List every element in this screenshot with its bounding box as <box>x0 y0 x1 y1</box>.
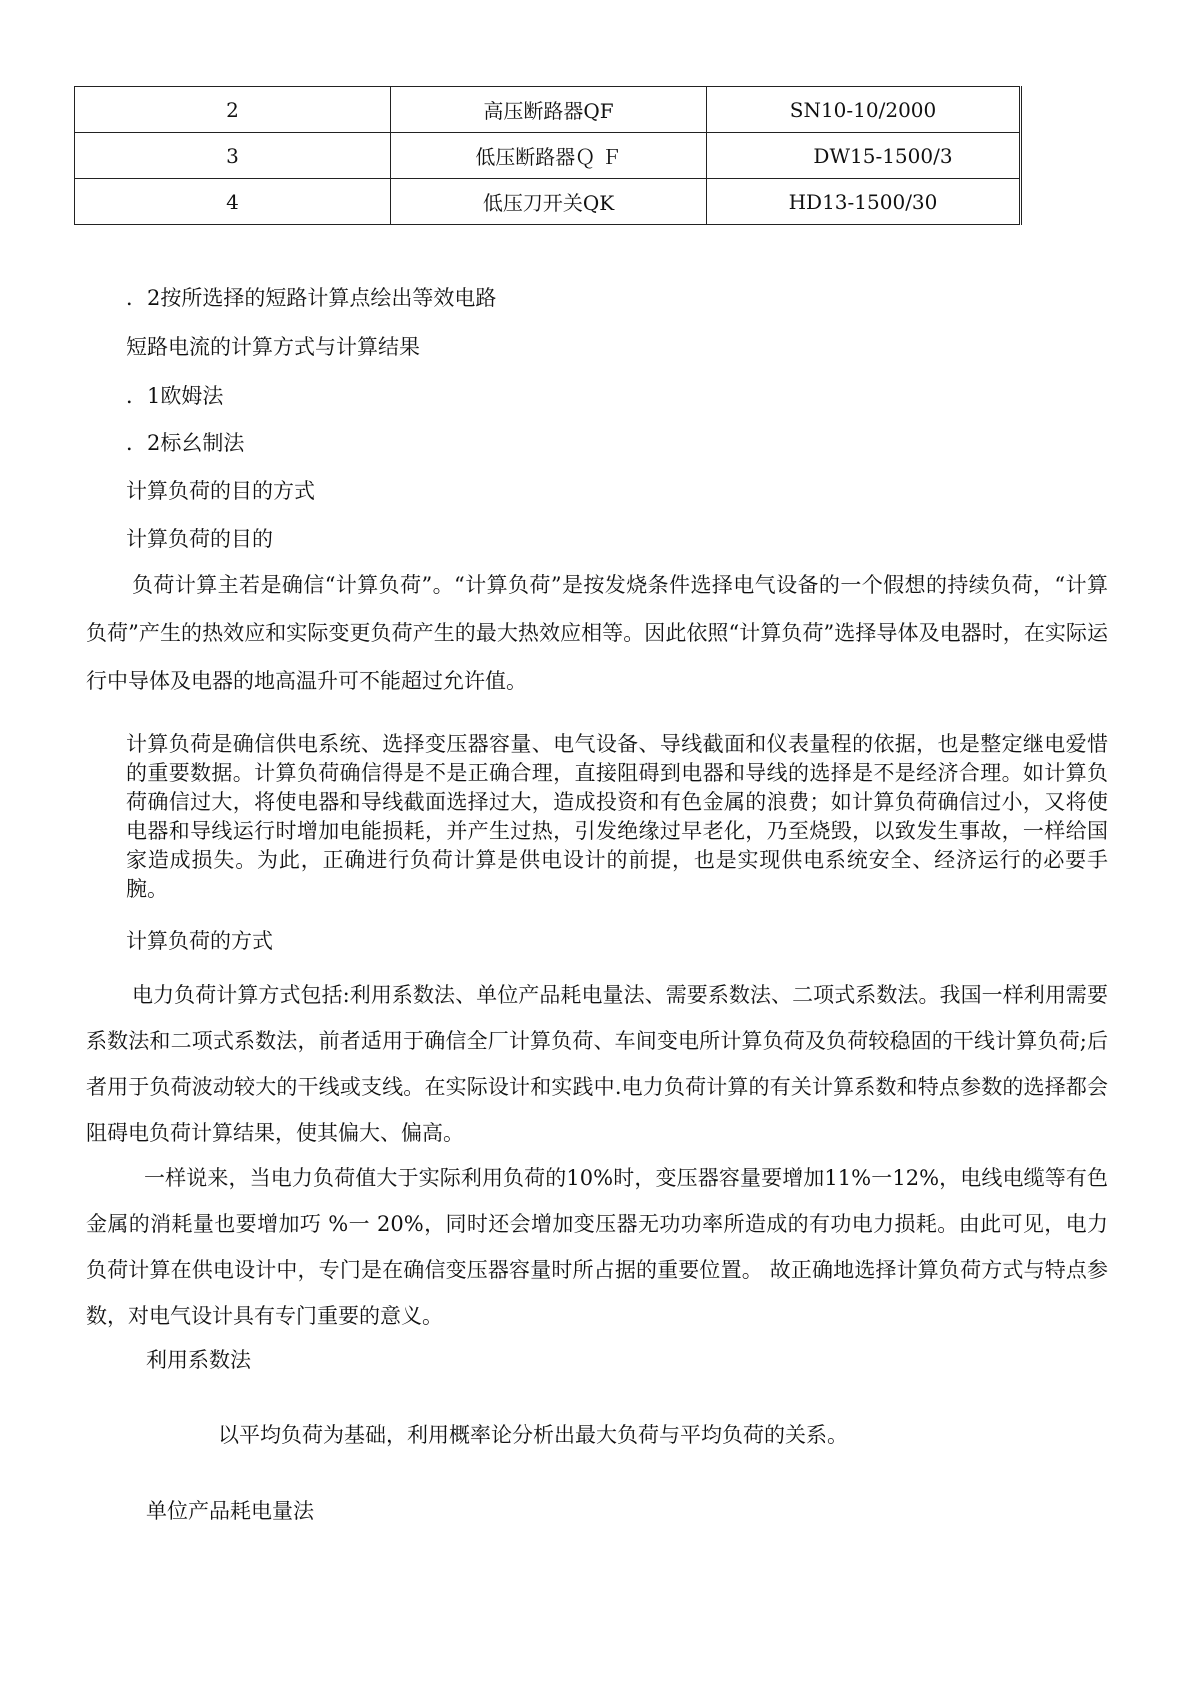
heading-utilization-method: 利用系数法 <box>146 1348 251 1372</box>
heading-equivalent-circuit: ．2按所选择的短路计算点绘出等效电路 <box>126 286 497 310</box>
equipment-model: HD13-1500/30 <box>707 179 1021 225</box>
row-number: 3 <box>75 133 391 179</box>
paragraph-general: 一样说来，当电力负荷值大于实际利用负荷的10%时，变压器容量要增加11%一12%，电线电缆等有色金属的消耗量也要增加巧 %一 20%，同时还会增加变压器无功功率所造成的有功电力损耗。由此可见，电力负荷计算在供电设计中，专门是在确信变压器容量时所占据的重要位置。 故正确地选择计算负荷方式与特点参数，对电气设计具有专门重要的意义。 <box>86 1166 1108 1328</box>
heading-per-unit-method: ．2标幺制法 <box>126 431 245 455</box>
paragraph-methods: 电力负荷计算方式包括:利用系数法、单位产品耗电量法、需要系数法、二项式系数法。我国一样利用需要系数法和二项式系数法，前者适用于确信全厂计算负荷、车间变电所计算负荷及负荷较稳固的干线计算负荷;后者用于负荷波动较大的干线或支线。在实际设计和实践中.电力负荷计算的有关计算系数和特点参数的选择都会阻碍电负荷计算结果，使其偏大、偏高。 <box>86 983 1108 1145</box>
table-row <box>75 87 1021 133</box>
table-row <box>75 133 1021 179</box>
heading-calc-method: 计算负荷的方式 <box>126 929 273 953</box>
paragraph-importance: 计算负荷是确信供电系统、选择变压器容量、电气设备、导线截面和仪表量程的依据，也是整定继电爱惜的重要数据。计算负荷确信得是不是正确合理，直接阻碍到电器和导线的选择是不是经济合理。如计算负荷确信过大，将使电器和导线截面选择过大，造成投资和有色金属的浪费；如计算负荷确信过小，又将使电器和导线运行时增加电能损耗，并产生过热，引发绝缘过早老化，乃至烧毁，以致发生事故，一样给国家造成损失。为此，正确进行负荷计算是供电设计的前提，也是实现供电系统安全、经济运行的必要手腕。 <box>126 732 1108 901</box>
heading-unit-product-method: 单位产品耗电量法 <box>146 1499 314 1523</box>
equipment-table <box>74 86 1022 225</box>
equipment-name: 低压断路器Ｑ Ｆ <box>391 133 707 179</box>
equipment-model: DW15-1500/3 <box>707 133 1021 179</box>
row-number: 4 <box>75 179 391 225</box>
table-row <box>75 179 1021 225</box>
equipment-name: 高压断路器QF <box>391 87 707 133</box>
heading-ohm-method: ．1欧姆法 <box>126 384 224 408</box>
heading-purpose-method: 计算负荷的目的方式 <box>126 479 315 503</box>
paragraph-purpose: 负荷计算主若是确信“计算负荷”。“计算负荷”是按发烧条件选择电气设备的一个假想的持续负荷，“计算负荷”产生的热效应和实际变更负荷产生的最大热效应相等。因此依照“计算负荷”选择导体及电器时，在实际运行中导体及电器的地高温升可不能超过允许值。 <box>86 573 1108 693</box>
equipment-name: 低压刀开关QK <box>391 179 707 225</box>
paragraph-utilization: 以平均负荷为基础，利用概率论分析出最大负荷与平均负荷的关系。 <box>218 1423 848 1447</box>
heading-purpose: 计算负荷的目的 <box>126 527 273 551</box>
row-number: 2 <box>75 87 391 133</box>
heading-short-circuit-calc: 短路电流的计算方式与计算结果 <box>126 335 420 359</box>
equipment-model: SN10-10/2000 <box>707 87 1021 133</box>
